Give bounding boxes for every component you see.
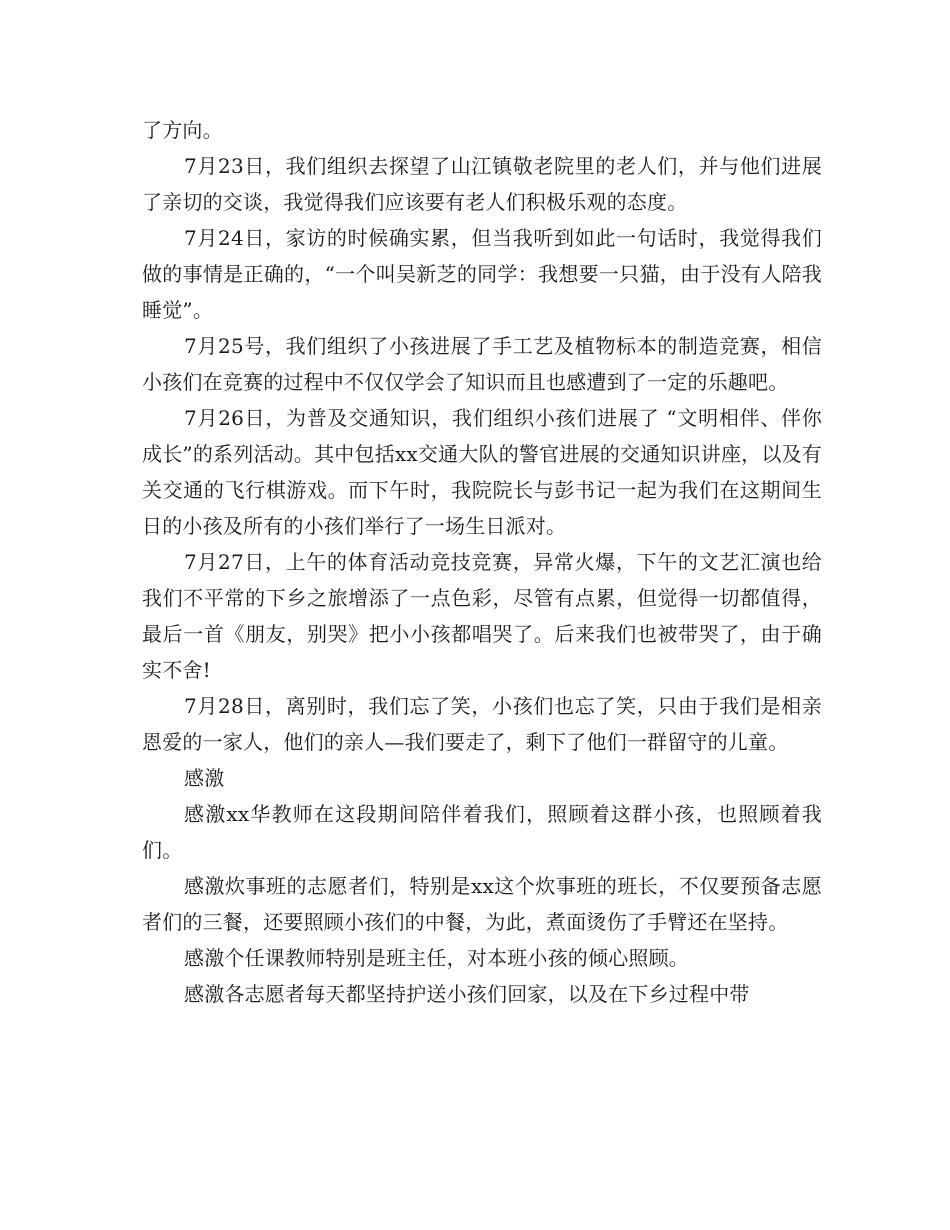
paragraph-july-23: 7月23日，我们组织去探望了山江镇敬老院里的老人们，并与他们进展了亲切的交谈，我觉得我们应该要有老人们积极乐观的态度。 [142, 154, 822, 214]
document-body [142, 112, 822, 1012]
paragraph-thanks-kitchen: 感激炊事班的志愿者们，特别是xx这个炊事班的班长，不仅要预备志愿者们的三餐，还要照顾小孩们的中餐，为此，煮面烫伤了手臂还在坚持。 [142, 874, 822, 934]
paragraph-continuation: 了方向。 [142, 118, 223, 142]
paragraph-thanks-volunteers: 感激各志愿者每天都坚持护送小孩们回家，以及在下乡过程中带 [184, 982, 750, 1006]
paragraph-thanks-teacher: 感激xx华教师在这段期间陪伴着我们，照顾着这群小孩，也照顾着我们。 [142, 802, 822, 862]
section-heading-thanks: 感激 [184, 766, 225, 790]
paragraph-july-27: 7月27日，上午的体育活动竞技竞赛，异常火爆，下午的文艺汇演也给我们不平常的下乡之旅增添了一点色彩，尽管有点累，但觉得一切都值得，最后一首《朋友，别哭》把小小孩都唱哭了。后来我们也被带哭了，由于确实不舍! [142, 550, 822, 682]
paragraph-july-28: 7月28日，离别时，我们忘了笑，小孩们也忘了笑，只由于我们是相亲恩爱的一家人，他们的亲人—我们要走了，剩下了他们一群留守的儿童。 [142, 694, 822, 754]
paragraph-july-25: 7月25号，我们组织了小孩进展了手工艺及植物标本的制造竞赛，相信小孩们在竞赛的过程中不仅仅学会了知识而且也感遭到了一定的乐趣吧。 [142, 334, 822, 394]
paragraph-july-26: 7月26日，为普及交通知识，我们组织小孩们进展了 “文明相伴、伴你成长”的系列活动。其中包括xx交通大队的警官进展的交通知识讲座，以及有关交通的飞行棋游戏。而下午时，我院院长与彭书记一起为我们在这期间生日的小孩及所有的小孩们举行了一场生日派对。 [142, 406, 822, 538]
paragraph-july-24: 7月24日，家访的时候确实累，但当我听到如此一句话时，我觉得我们做的事情是正确的，“一个叫吴新芝的同学：我想要一只猫，由于没有人陪我睡觉”。 [142, 226, 822, 322]
paragraph-thanks-class-teachers: 感激个任课教师特别是班主任，对本班小孩的倾心照顾。 [184, 946, 689, 970]
